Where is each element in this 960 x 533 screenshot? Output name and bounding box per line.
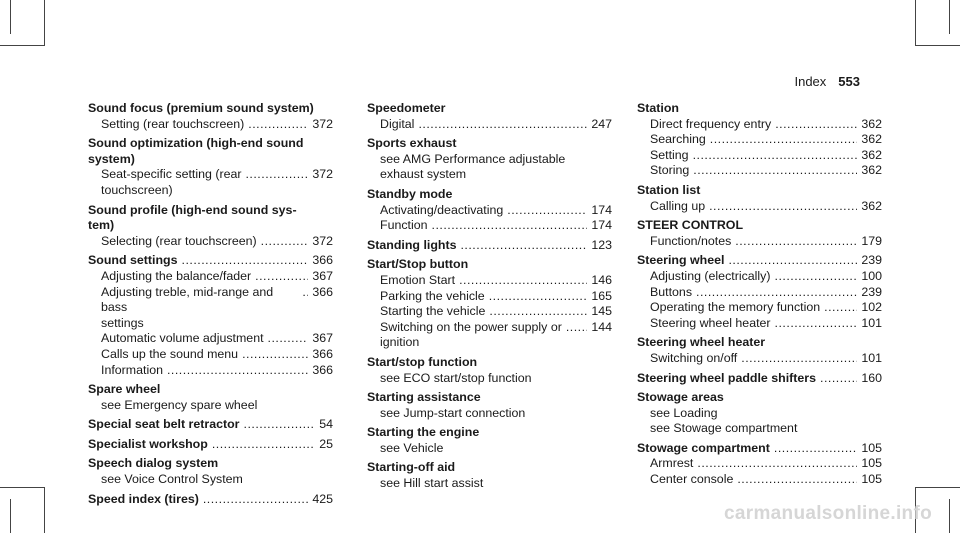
index-entry [88, 456, 333, 487]
page-ref[interactable]: 362 [861, 132, 882, 147]
index-heading [88, 437, 333, 453]
page-ref[interactable]: 105 [861, 456, 882, 471]
index-subentry-text: Switching on/off [650, 350, 738, 365]
index-column-2 [367, 101, 612, 496]
dot-leader [820, 371, 857, 387]
index-heading-text: Starting assistance [367, 390, 481, 405]
page-ref[interactable]: 101 [861, 315, 882, 330]
page-ref[interactable]: 160 [861, 370, 882, 385]
index-heading [88, 456, 333, 472]
index-subentry [367, 117, 612, 133]
page-ref[interactable]: 366 [312, 284, 333, 299]
index-entry [637, 371, 882, 387]
index-entry [637, 390, 882, 437]
index-subentry [637, 351, 882, 367]
index-heading [367, 425, 612, 441]
index-entry [637, 218, 882, 249]
index-heading-text: Sports exhaust [367, 136, 457, 151]
index-subentry [88, 347, 333, 363]
index-heading [637, 390, 882, 406]
index-entry [88, 382, 333, 413]
page-ref[interactable]: 362 [861, 147, 882, 162]
index-heading-text: Speed index (tires) [88, 491, 199, 506]
index-subentry-text: see Voice Control System [101, 472, 243, 487]
page-ref[interactable]: 165 [591, 288, 612, 303]
page-ref[interactable]: 362 [861, 163, 882, 178]
index-subentry-text: see Loading [650, 405, 718, 420]
index-subentry [367, 320, 612, 351]
dot-leader [255, 269, 308, 285]
index-entry [88, 492, 333, 508]
index-subentry-text: Storing [650, 163, 690, 178]
crop-mark [949, 0, 950, 34]
dot-leader [460, 238, 587, 254]
index-subentry [637, 269, 882, 285]
page-ref[interactable]: 174 [591, 202, 612, 217]
dot-leader [775, 117, 857, 133]
index-subentry-text: Center console [650, 472, 734, 487]
dot-leader [566, 320, 587, 336]
index-subentry-text: Digital [380, 116, 415, 131]
index-heading-text: Sound optimization (high-end sound system) [88, 136, 304, 166]
index-heading [88, 101, 333, 117]
page-ref[interactable]: 54 [319, 417, 333, 432]
page-ref[interactable]: 101 [861, 350, 882, 365]
index-subentry-text: Information [101, 362, 163, 377]
index-heading-text: Steering wheel heater [637, 335, 766, 350]
index-subentry-text: Operating the memory function [650, 300, 821, 315]
dot-leader [248, 117, 308, 133]
dot-leader [212, 437, 315, 453]
index-entry [367, 390, 612, 421]
index-subentry-text: see Stowage compartment [650, 421, 798, 436]
index-heading [367, 390, 612, 406]
dot-leader [418, 117, 587, 133]
index-subentry [88, 331, 333, 347]
index-subentry [367, 289, 612, 305]
index-heading-text: Steering wheel [637, 253, 725, 268]
index-heading [637, 335, 882, 351]
page-ref[interactable]: 144 [591, 319, 612, 334]
crop-mark [949, 499, 950, 533]
crop-mark [44, 487, 45, 533]
index-entry [88, 253, 333, 378]
index-heading-text: Spare wheel [88, 382, 161, 397]
page-ref[interactable]: 362 [861, 198, 882, 213]
index-heading [637, 101, 882, 117]
index-subentry-text: Steering wheel heater [650, 315, 771, 330]
index-subentry [367, 203, 612, 219]
page-ref[interactable]: 367 [312, 268, 333, 283]
index-heading-text: Standing lights [367, 237, 457, 252]
page-ref[interactable]: 179 [861, 233, 882, 248]
crop-mark [0, 45, 45, 46]
page-ref[interactable]: 247 [591, 116, 612, 131]
index-heading-text: Special seat belt retractor [88, 417, 240, 432]
dot-leader [697, 456, 857, 472]
crop-mark [10, 0, 11, 34]
index-subentry [637, 421, 882, 437]
index-subentry [367, 476, 612, 492]
crop-mark [915, 45, 960, 46]
dot-leader [741, 351, 857, 367]
page-ref[interactable]: 25 [319, 436, 333, 451]
index-heading [637, 371, 882, 387]
index-subentry [637, 472, 882, 488]
index-heading-text: Steering wheel paddle shifters [637, 370, 817, 385]
index-subentry [88, 285, 333, 332]
crop-mark [915, 487, 960, 488]
index-heading-text: Station list [637, 182, 701, 197]
index-subentry-text: Direct frequency entry [650, 116, 772, 131]
index-subentry-text: Calls up the sound menu [101, 346, 239, 361]
crop-mark [915, 0, 916, 46]
index-heading [367, 187, 612, 203]
index-entry [637, 441, 882, 488]
index-column-1 [88, 101, 333, 511]
dot-leader [459, 273, 587, 289]
index-entry [88, 203, 333, 250]
crop-mark [10, 499, 11, 533]
index-subentry-text: Emotion Start [380, 272, 456, 287]
index-heading [88, 203, 333, 234]
index-subentry-text: Function/notes [650, 233, 732, 248]
index-subentry [637, 234, 882, 250]
index-subentry-text: Adjusting treble, mid-range and bass settings [101, 284, 274, 330]
dot-leader [774, 441, 857, 457]
index-entry [637, 335, 882, 366]
page-ref[interactable]: 146 [591, 272, 612, 287]
dot-leader [696, 285, 857, 301]
index-heading [367, 355, 612, 371]
index-heading-text: Speech dialog system [88, 456, 219, 471]
index-heading-text: Station [637, 101, 679, 115]
index-subentry-text: Activating/deactivating [380, 202, 504, 217]
index-heading [367, 257, 612, 273]
index-heading-text: Standby mode [367, 186, 453, 201]
index-subentry [88, 398, 333, 414]
index-subentry-text: Setting (rear touchscreen) [101, 116, 245, 131]
index-subentry-text: Calling up [650, 198, 706, 213]
dot-leader [775, 269, 858, 285]
index-entry [367, 257, 612, 351]
index-entry [367, 425, 612, 456]
index-subentry-text: see Hill start assist [380, 476, 484, 491]
page-ref[interactable]: 239 [861, 284, 882, 299]
index-heading [88, 492, 333, 508]
index-subentry [367, 441, 612, 457]
index-entry [367, 187, 612, 234]
index-entry [88, 101, 333, 132]
index-heading [88, 136, 333, 167]
index-heading-text: Stowage areas [637, 390, 724, 405]
index-heading-text: Sound settings [88, 253, 178, 268]
index-entry [637, 183, 882, 214]
index-heading-text: Sound profile (high-end sound sys- tem) [88, 202, 297, 233]
index-subentry [367, 406, 612, 422]
page-ref[interactable]: 372 [312, 116, 333, 131]
dot-leader [709, 199, 857, 215]
page-ref[interactable]: 100 [861, 268, 882, 283]
dot-leader [261, 234, 309, 250]
dot-leader [489, 304, 587, 320]
index-heading-text: Starting the engine [367, 425, 480, 440]
dot-leader [824, 300, 857, 316]
index-subentry [88, 117, 333, 133]
index-heading-text: Sound focus (premium sound system) [88, 101, 314, 115]
index-heading [367, 238, 612, 254]
index-entry [637, 101, 882, 179]
page-header [794, 74, 860, 89]
index-subentry [88, 269, 333, 285]
dot-leader [432, 218, 588, 234]
header-label: Index [794, 74, 827, 89]
dot-leader [489, 289, 588, 305]
page-ref[interactable]: 372 [312, 233, 333, 248]
index-subentry-text: see AMG Performance adjustable exhaust system [380, 151, 566, 182]
index-entry [637, 253, 882, 331]
index-heading-text: Start/stop function [367, 354, 478, 369]
index-subentry [367, 273, 612, 289]
index-subentry [637, 148, 882, 164]
dot-leader [245, 167, 308, 183]
index-subentry-text: Armrest [650, 456, 694, 471]
crop-mark [44, 0, 45, 46]
dot-leader [167, 363, 308, 379]
page-ref[interactable]: 102 [861, 300, 882, 315]
index-subentry-text: see Emergency spare wheel [101, 397, 258, 412]
index-subentry-text: Seat-specific setting (rear touchscreen) [101, 167, 242, 197]
page-ref[interactable]: 105 [861, 472, 882, 487]
index-entry [367, 101, 612, 132]
dot-leader [203, 492, 308, 508]
index-entry [367, 460, 612, 491]
index-heading [637, 253, 882, 269]
page-number: 553 [838, 74, 860, 89]
index-heading [367, 460, 612, 476]
index-subentry [637, 406, 882, 422]
page-ref[interactable]: 366 [312, 362, 333, 377]
dot-leader [693, 163, 857, 179]
index-entry [367, 136, 612, 183]
page-ref[interactable]: 174 [591, 218, 612, 233]
index-heading [88, 382, 333, 398]
page-ref[interactable]: 366 [312, 346, 333, 361]
dot-leader [737, 472, 857, 488]
index-heading-text: Speedometer [367, 101, 446, 115]
index-column-3 [637, 101, 882, 492]
dot-leader [735, 234, 857, 250]
dot-leader [302, 285, 308, 301]
index-heading-text: Stowage compartment [637, 440, 770, 455]
index-subentry [367, 218, 612, 234]
index-subentry [637, 163, 882, 179]
index-subentry [637, 300, 882, 316]
index-heading [88, 253, 333, 269]
index-subentry-text: Starting the vehicle [380, 304, 486, 319]
index-entry [88, 437, 333, 453]
index-subentry [637, 316, 882, 332]
page-ref[interactable]: 362 [861, 116, 882, 131]
index-subentry [637, 285, 882, 301]
index-heading [637, 183, 882, 199]
page-ref[interactable]: 145 [591, 304, 612, 319]
dot-leader [693, 148, 858, 164]
index-subentry-text: Buttons [650, 284, 693, 299]
index-heading [637, 441, 882, 457]
index-heading-text: STEER CONTROL [637, 218, 744, 233]
crop-mark [0, 487, 45, 488]
index-entry [88, 417, 333, 433]
page-ref[interactable]: 239 [861, 253, 882, 268]
dot-leader [507, 203, 587, 219]
index-subentry-text: Adjusting (electrically) [650, 268, 771, 283]
index-subentry-text: Function [380, 218, 428, 233]
index-heading-text: Start/Stop button [367, 257, 469, 272]
index-subentry [88, 363, 333, 379]
index-subentry [637, 117, 882, 133]
index-subentry-text: see Vehicle [380, 440, 444, 455]
page-ref[interactable]: 372 [312, 167, 333, 182]
index-subentry-text: Parking the vehicle [380, 288, 485, 303]
index-heading [637, 218, 882, 234]
index-heading-text: Specialist workshop [88, 436, 208, 451]
index-subentry-text: see ECO start/stop function [380, 370, 532, 385]
index-heading-text: Starting-off aid [367, 460, 456, 475]
page-ref[interactable]: 366 [312, 253, 333, 268]
dot-leader [244, 417, 316, 433]
page-ref[interactable]: 425 [312, 491, 333, 506]
index-entry [88, 136, 333, 198]
index-subentry [637, 199, 882, 215]
watermark: carmanualsonline.info [724, 503, 932, 524]
index-entry [367, 355, 612, 386]
index-subentry-text: Automatic volume adjustment [101, 331, 264, 346]
index-heading [367, 136, 612, 152]
dot-leader [242, 347, 308, 363]
dot-leader [182, 253, 309, 269]
index-subentry-text: see Jump-start connection [380, 405, 526, 420]
page-ref[interactable]: 123 [591, 237, 612, 252]
dot-leader [775, 316, 858, 332]
index-subentry-text: Setting [650, 147, 689, 162]
page-ref[interactable]: 105 [861, 440, 882, 455]
index-heading [88, 417, 333, 433]
dot-leader [710, 132, 858, 148]
index-subentry [367, 371, 612, 387]
index-subentry-text: Switching on the power supply or ignition [380, 319, 562, 350]
dot-leader [728, 253, 857, 269]
index-entry [367, 238, 612, 254]
index-subentry [88, 472, 333, 488]
index-subentry-text: Searching [650, 132, 706, 147]
index-subentry [637, 456, 882, 472]
index-subentry [367, 152, 612, 183]
index-subentry [637, 132, 882, 148]
index-subentry-text: Adjusting the balance/fader [101, 268, 252, 283]
index-subentry-text: Selecting (rear touchscreen) [101, 233, 257, 248]
index-heading [367, 101, 612, 117]
index-subentry [88, 234, 333, 250]
index-subentry [88, 167, 333, 198]
page-ref[interactable]: 367 [312, 331, 333, 346]
dot-leader [268, 331, 309, 347]
index-subentry [367, 304, 612, 320]
